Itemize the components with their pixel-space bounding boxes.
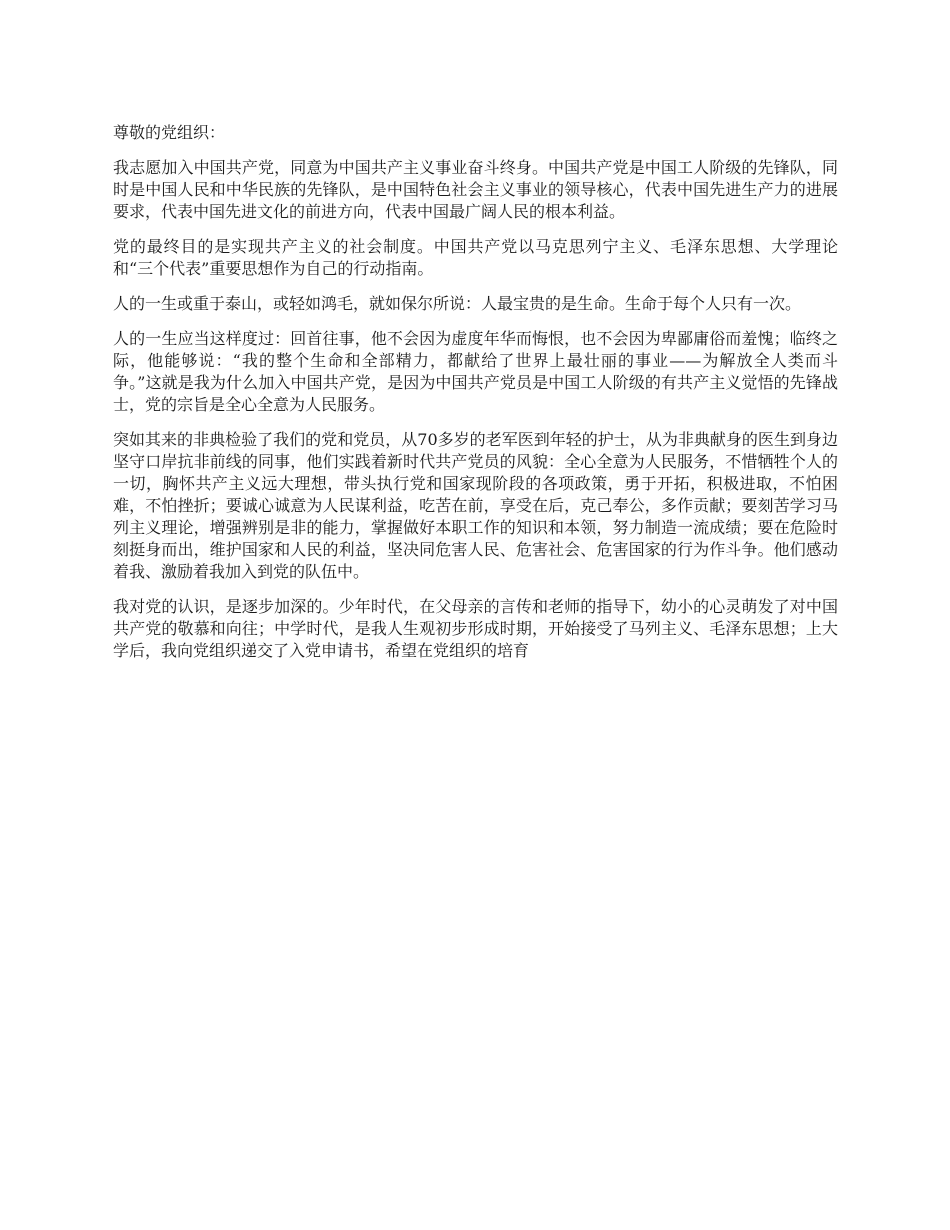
paragraph-1: 我志愿加入中国共产党，同意为中国共产主义事业奋斗终身。中国共产党是中国工人阶级的先锋队，同时是中国人民和中华民族的先锋队，是中国特色社会主义事业的领导核心，代表中国先进生产力的进展要求，代表中国先进文化的前进方向，代表中国最广阔人民的根本利益。 xyxy=(113,158,838,221)
paragraph-4: 人的一生应当这样度过：回首往事，他不会因为虚度年华而悔恨，也不会因为卑鄙庸俗而羞愧；临终之际，他能够说：“我的整个生命和全部精力，都献给了世界上最壮丽的事业——为解放全人类而斗争。”这就是我为什么加入中国共产党，是因为中国共产党员是中国工人阶级的有共产主义觉悟的先锋战士，党的宗旨是全心全意为人民服务。 xyxy=(113,329,838,414)
paragraph-3: 人的一生或重于泰山，或轻如鸿毛，就如保尔所说：人最宝贵的是生命。生命于每个人只有一次。 xyxy=(113,294,802,313)
document-page xyxy=(113,122,838,675)
paragraph-6: 我对党的认识，是逐步加深的。少年时代，在父母亲的言传和老师的指导下，幼小的心灵萌发了对中国共产党的敬慕和向往；中学时代，是我人生观初步形成时期，开始接受了马列主义、毛泽东思想；上大学后，我向党组织递交了入党申请书，希望在党组织的培育 xyxy=(113,597,838,660)
salutation: 尊敬的党组织： xyxy=(113,123,226,142)
paragraph-2: 党的最终目的是实现共产主义的社会制度。中国共产党以马克思列宁主义、毛泽东思想、大学理论和“三个代表”重要思想作为自己的行动指南。 xyxy=(113,237,838,278)
paragraph-5: 突如其来的非典检验了我们的党和党员，从70多岁的老军医到年轻的护士，从为非典献身的医生到身边坚守口岸抗非前线的同事，他们实践着新时代共产党员的风貌：全心全意为人民服务，不惜牺牲个人的一切，胸怀共产主义远大理想，带头执行党和国家现阶段的各项政策，勇于开拓，积极进取，不怕困难，不怕挫折；要诚心诚意为人民谋利益，吃苦在前，享受在后，克己奉公，多作贡献；要刻苦学习马列主义理论，增强辨别是非的能力，掌握做好本职工作的知识和本领，努力制造一流成绩；要在危险时刻挺身而出，维护国家和人民的利益，坚决同危害人民、危害社会、危害国家的行为作斗争。他们感动着我、激励着我加入到党的队伍中。 xyxy=(113,430,838,581)
